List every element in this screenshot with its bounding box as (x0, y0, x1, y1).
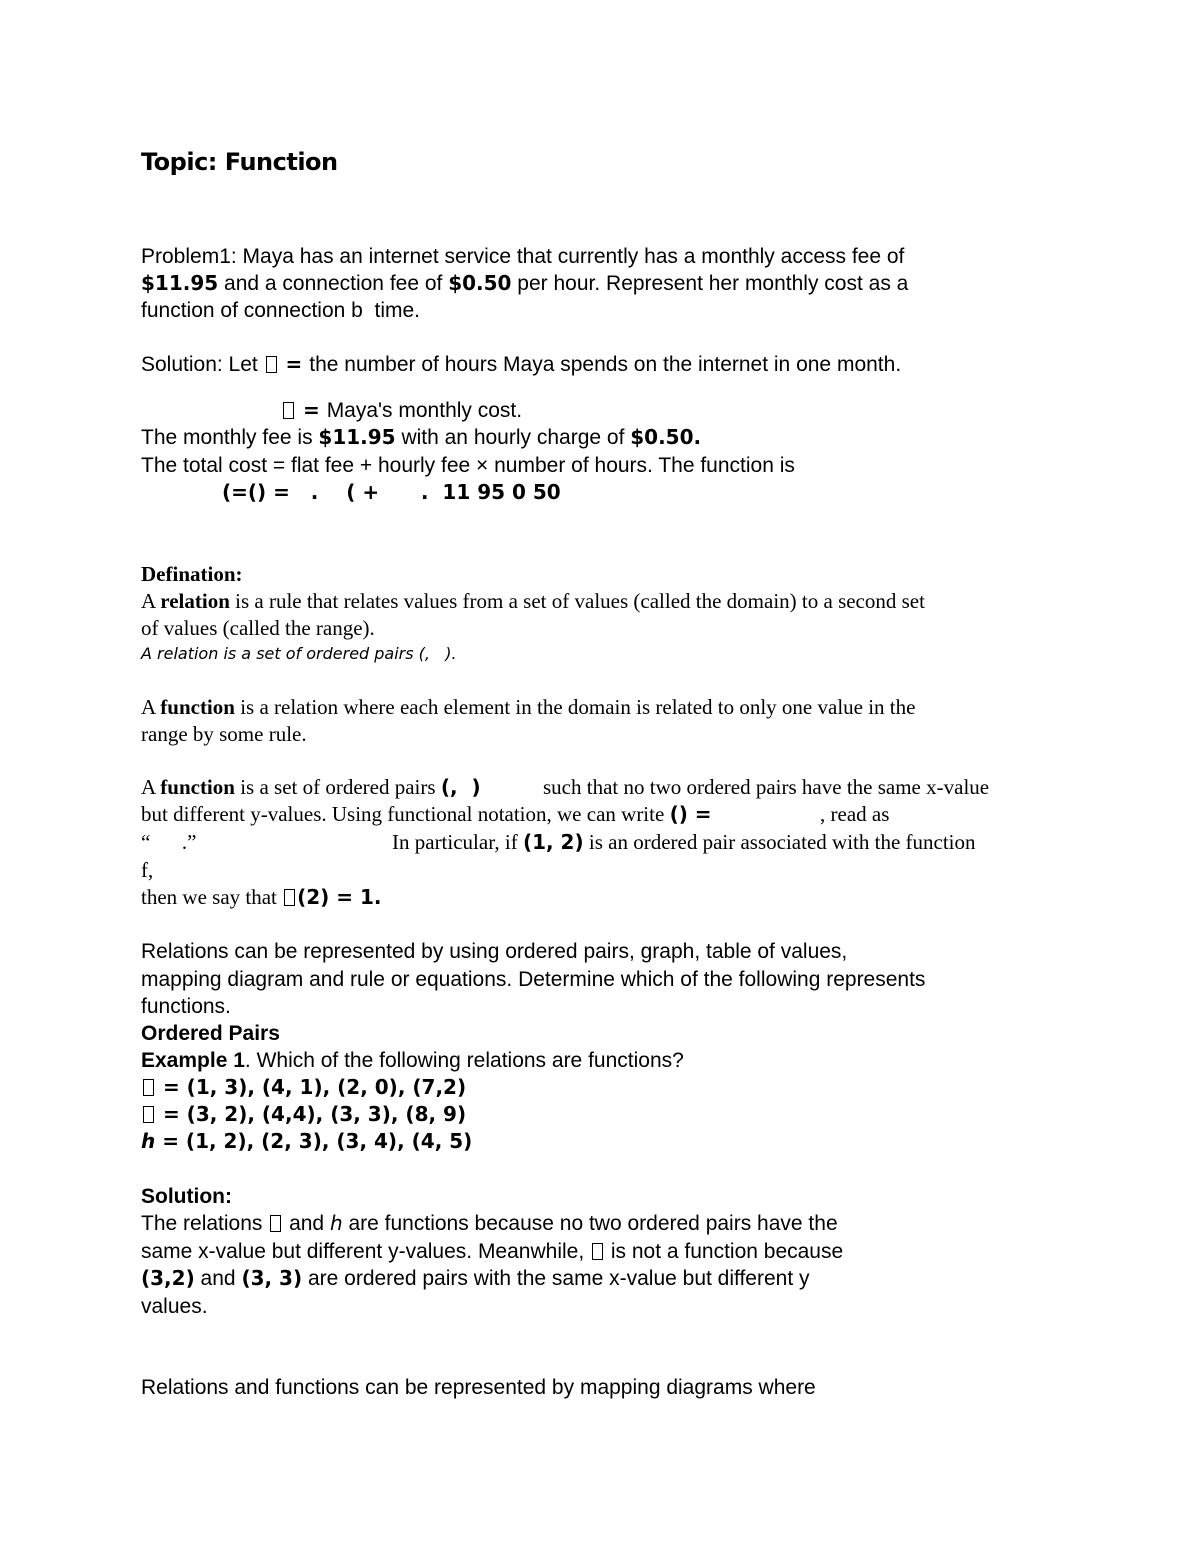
particular-tail: is an ordered pair associated with the function (583, 830, 976, 854)
relation-g-pairs: = (3, 2), (4,4), (3, 3), (8, 9) (156, 1102, 467, 1126)
solution-cost-text: Maya's monthly cost. (326, 399, 523, 422)
solution-let-text: the number of hours Maya spends on the internet in one month. (309, 353, 902, 376)
connection-fee-value: $0.50 (448, 271, 512, 295)
missing-glyph-icon (592, 1243, 603, 1260)
function-term: function (160, 695, 235, 719)
function-definition-2-line-4: f, (141, 858, 154, 882)
then-text: then we say that (141, 885, 283, 909)
functional-notation-text: but different y-values. Using functional notation, we can write (141, 802, 670, 826)
closing-line: Relations and functions can be represented by mapping diagrams where (141, 1376, 816, 1399)
solution-text-1: The relations (141, 1212, 269, 1235)
function-prefix: A (141, 695, 161, 719)
particular-text: In particular, if (392, 830, 523, 854)
problem-line-3: function of connection b time. (141, 299, 420, 322)
problem-line-1: Problem1: Maya has an internet service that currently has a monthly access fee of (141, 245, 905, 268)
missing-glyph-icon (266, 356, 277, 373)
solution-text-2: are functions because no two ordered pairs have the (342, 1212, 838, 1235)
relation-text: is a rule that relates values from a set of values (called the domain) to a second set (229, 589, 925, 613)
solution-line-2 (141, 1241, 843, 1262)
solution-line-1 (141, 1213, 838, 1234)
problem-line-2-text: and a connection fee of (218, 272, 449, 295)
solution-line-4: values. (141, 1295, 208, 1318)
solution-h-name: h (329, 1211, 343, 1235)
example-1-line (141, 1050, 684, 1071)
relations-para-line-1: Relations can be represented by using ordered pairs, graph, table of values, (141, 940, 848, 963)
relation-f-line (141, 1077, 466, 1097)
relation-prefix: A (141, 589, 161, 613)
relation-g-line (141, 1104, 466, 1124)
problem-line-2-tail: per hour. Represent her monthly cost as a (511, 272, 909, 295)
relation-h-line (141, 1131, 472, 1151)
function-definition-2-line-3 (392, 832, 976, 853)
solution-fee-line (141, 427, 701, 448)
cost-formula: (=() = . ( + . 11 95 0 50 (222, 480, 561, 504)
example-label: Example 1 (141, 1049, 245, 1072)
relation-f-pairs: = (1, 3), (4, 1), (2, 0), (7,2) (156, 1075, 467, 1099)
example-question: . Which of the following relations are functions? (244, 1049, 684, 1072)
definition-heading: Defination: (141, 562, 243, 586)
relation-set-line: A relation is a set of ordered pairs (, ). (141, 644, 457, 663)
solution-text-3: same x-value but different y-values. Meanwhile, (141, 1240, 590, 1263)
solution-line-3 (141, 1268, 810, 1289)
function-prefix: A (141, 775, 161, 799)
solution-and-2: and (194, 1267, 242, 1290)
function-definition-2-line-2 (141, 804, 712, 825)
function-value-equation: (2) = 1. (297, 885, 382, 909)
missing-glyph-icon (143, 1079, 154, 1096)
access-fee-value: $11.95 (141, 271, 219, 295)
hourly-charge-value: $0.50. (630, 425, 702, 449)
solution-cost-line (281, 400, 522, 421)
relations-para-line-2: mapping diagram and rule or equations. Determine which of the following represents (141, 968, 926, 991)
missing-glyph-icon (284, 889, 295, 906)
functional-notation: () = (669, 802, 712, 826)
solution-text-5: are ordered pairs with the same x-value but different y (302, 1267, 810, 1290)
fee-text-1: The monthly fee is (141, 426, 319, 449)
problem-line-2 (141, 273, 908, 294)
equals-sign: = (278, 352, 310, 376)
function-text: is a relation where each element in the domain is related to only one value in the (234, 695, 916, 719)
function-definition-2-line-1-tail: such that no two ordered pairs have the same x-value (543, 775, 990, 799)
function-definition-1-line-2: range by some rule. (141, 722, 307, 746)
ordered-pair-3-3: (3, 3) (241, 1266, 303, 1290)
ordered-pair-3-2: (3,2) (141, 1266, 195, 1290)
solution-total-line: The total cost = flat fee + hourly fee × number of hours. The function is (141, 454, 795, 477)
relation-h-name: h (141, 1129, 156, 1153)
relation-definition-line-1 (141, 591, 925, 612)
equals-sign: = (296, 398, 327, 422)
relations-para-line-3: functions. (141, 995, 231, 1018)
function-definition-1-line-1 (141, 697, 915, 718)
solution-text-4: is not a function because (605, 1240, 844, 1263)
relation-h-pairs: = (1, 2), (2, 3), (3, 4), (4, 5) (155, 1129, 473, 1153)
relation-definition-line-2: of values (called the range). (141, 616, 375, 640)
ordered-pairs-heading: Ordered Pairs (141, 1022, 280, 1045)
missing-glyph-icon (143, 1106, 154, 1123)
relation-term: relation (160, 589, 230, 613)
read-as-text: , read as (820, 802, 890, 826)
function-text: is a set of ordered pairs (234, 775, 441, 799)
solution-heading: Solution: (141, 1185, 232, 1208)
function-term: function (160, 775, 235, 799)
fee-text-2: with an hourly charge of (395, 426, 631, 449)
page-title: Topic: Function (141, 148, 338, 176)
function-definition-2-line-1 (141, 777, 481, 798)
missing-glyph-icon (283, 402, 294, 419)
read-as-quote: “ .” (141, 830, 197, 854)
ordered-pair-notation: (, ) (440, 775, 481, 799)
solution-let-prefix: Solution: Let (141, 353, 264, 376)
missing-glyph-icon (270, 1215, 281, 1232)
monthly-fee-value: $11.95 (318, 425, 396, 449)
solution-let-line (141, 354, 901, 375)
function-definition-2-line-5 (141, 887, 382, 908)
ordered-pair-example: (1, 2) (522, 830, 584, 854)
solution-and: and (283, 1212, 330, 1235)
